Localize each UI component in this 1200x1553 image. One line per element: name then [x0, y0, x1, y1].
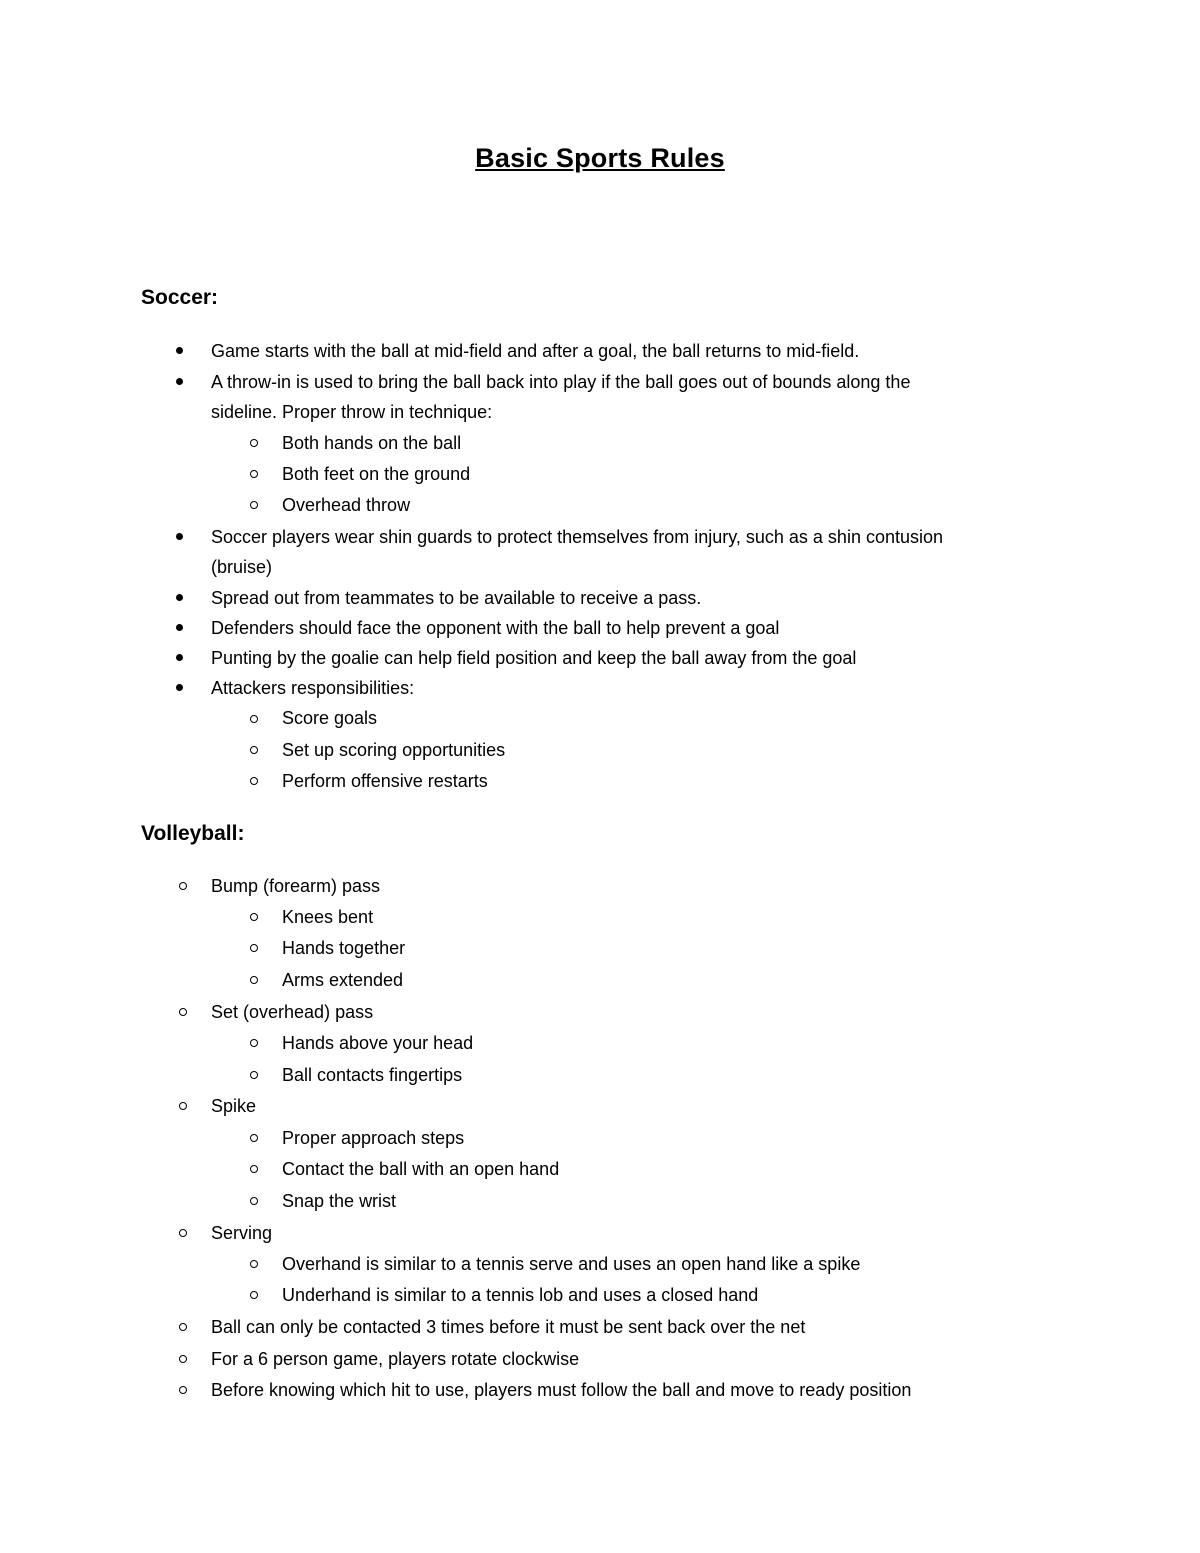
- soccer-item: Spread out from teammates to be available to receive a pass.: [211, 588, 702, 608]
- volleyball-item: Spike: [211, 1096, 257, 1116]
- bullet-circle-icon: [250, 913, 258, 921]
- bullet-circle-icon: [179, 1102, 187, 1110]
- bullet-dot-icon: [176, 684, 183, 691]
- bullet-dot-icon: [176, 378, 183, 385]
- volleyball-subitem: Hands together: [282, 938, 406, 958]
- bullet-circle-icon: [179, 882, 187, 890]
- volleyball-subitem: Proper approach steps: [282, 1128, 465, 1148]
- soccer-item: Defenders should face the opponent with the ball to help prevent a goal: [211, 618, 780, 638]
- volleyball-item: Ball can only be contacted 3 times before it must be sent back over the net: [211, 1317, 806, 1337]
- bullet-circle-icon: [250, 715, 258, 723]
- soccer-item: Soccer players wear shin guards to protect themselves from injury, such as a shin contusion: [211, 527, 944, 547]
- bullet-circle-icon: [250, 746, 258, 754]
- volleyball-subitem: Snap the wrist: [282, 1191, 397, 1211]
- volleyball-subitem: Overhand is similar to a tennis serve and uses an open hand like a spike: [282, 1254, 861, 1274]
- volleyball-heading: Volleyball:: [141, 822, 245, 845]
- soccer-item-continued: sideline. Proper throw in technique:: [211, 402, 493, 422]
- soccer-item: Attackers responsibilities:: [211, 678, 415, 698]
- bullet-circle-icon: [179, 1323, 187, 1331]
- soccer-heading: Soccer:: [141, 286, 219, 309]
- bullet-circle-icon: [250, 439, 258, 447]
- volleyball-subitem: Knees bent: [282, 907, 374, 927]
- page-title: Basic Sports Rules: [475, 143, 725, 173]
- bullet-circle-icon: [179, 1386, 187, 1394]
- bullet-circle-icon: [250, 1134, 258, 1142]
- volleyball-item: For a 6 person game, players rotate clockwise: [211, 1349, 580, 1369]
- soccer-item: A throw-in is used to bring the ball back into play if the ball goes out of bounds along the: [211, 372, 911, 392]
- bullet-circle-icon: [179, 1229, 187, 1237]
- bullet-circle-icon: [250, 976, 258, 984]
- bullet-dot-icon: [176, 594, 183, 601]
- volleyball-item: Serving: [211, 1223, 273, 1243]
- soccer-item-continued: (bruise): [211, 557, 273, 577]
- bullet-dot-icon: [176, 654, 183, 661]
- soccer-subitem: Set up scoring opportunities: [282, 740, 506, 760]
- volleyball-subitem: Arms extended: [282, 970, 404, 990]
- bullet-circle-icon: [250, 1291, 258, 1299]
- volleyball-item: Set (overhead) pass: [211, 1002, 374, 1022]
- bullet-circle-icon: [250, 944, 258, 952]
- volleyball-subitem: Hands above your head: [282, 1033, 474, 1053]
- bullet-dot-icon: [176, 624, 183, 631]
- bullet-dot-icon: [176, 533, 183, 540]
- soccer-subitem: Both hands on the ball: [282, 433, 462, 453]
- volleyball-subitem: Contact the ball with an open hand: [282, 1159, 560, 1179]
- bullet-circle-icon: [179, 1355, 187, 1363]
- soccer-item: Game starts with the ball at mid-field and after a goal, the ball returns to mid-field.: [211, 341, 860, 361]
- volleyball-item: Bump (forearm) pass: [211, 876, 381, 896]
- soccer-subitem: Perform offensive restarts: [282, 771, 488, 791]
- volleyball-item: Before knowing which hit to use, players must follow the ball and move to ready position: [211, 1380, 912, 1400]
- bullet-circle-icon: [250, 777, 258, 785]
- soccer-item: Punting by the goalie can help field position and keep the ball away from the goal: [211, 648, 857, 668]
- bullet-circle-icon: [179, 1008, 187, 1016]
- bullet-circle-icon: [250, 1260, 258, 1268]
- soccer-subitem: Both feet on the ground: [282, 464, 471, 484]
- bullet-circle-icon: [250, 1039, 258, 1047]
- bullet-dot-icon: [176, 347, 183, 354]
- bullet-circle-icon: [250, 1165, 258, 1173]
- bullet-circle-icon: [250, 470, 258, 478]
- bullet-circle-icon: [250, 501, 258, 509]
- volleyball-subitem: Ball contacts fingertips: [282, 1065, 463, 1085]
- soccer-subitem: Overhead throw: [282, 495, 411, 515]
- bullet-circle-icon: [250, 1071, 258, 1079]
- volleyball-subitem: Underhand is similar to a tennis lob and uses a closed hand: [282, 1285, 759, 1305]
- bullet-circle-icon: [250, 1197, 258, 1205]
- soccer-subitem: Score goals: [282, 708, 378, 728]
